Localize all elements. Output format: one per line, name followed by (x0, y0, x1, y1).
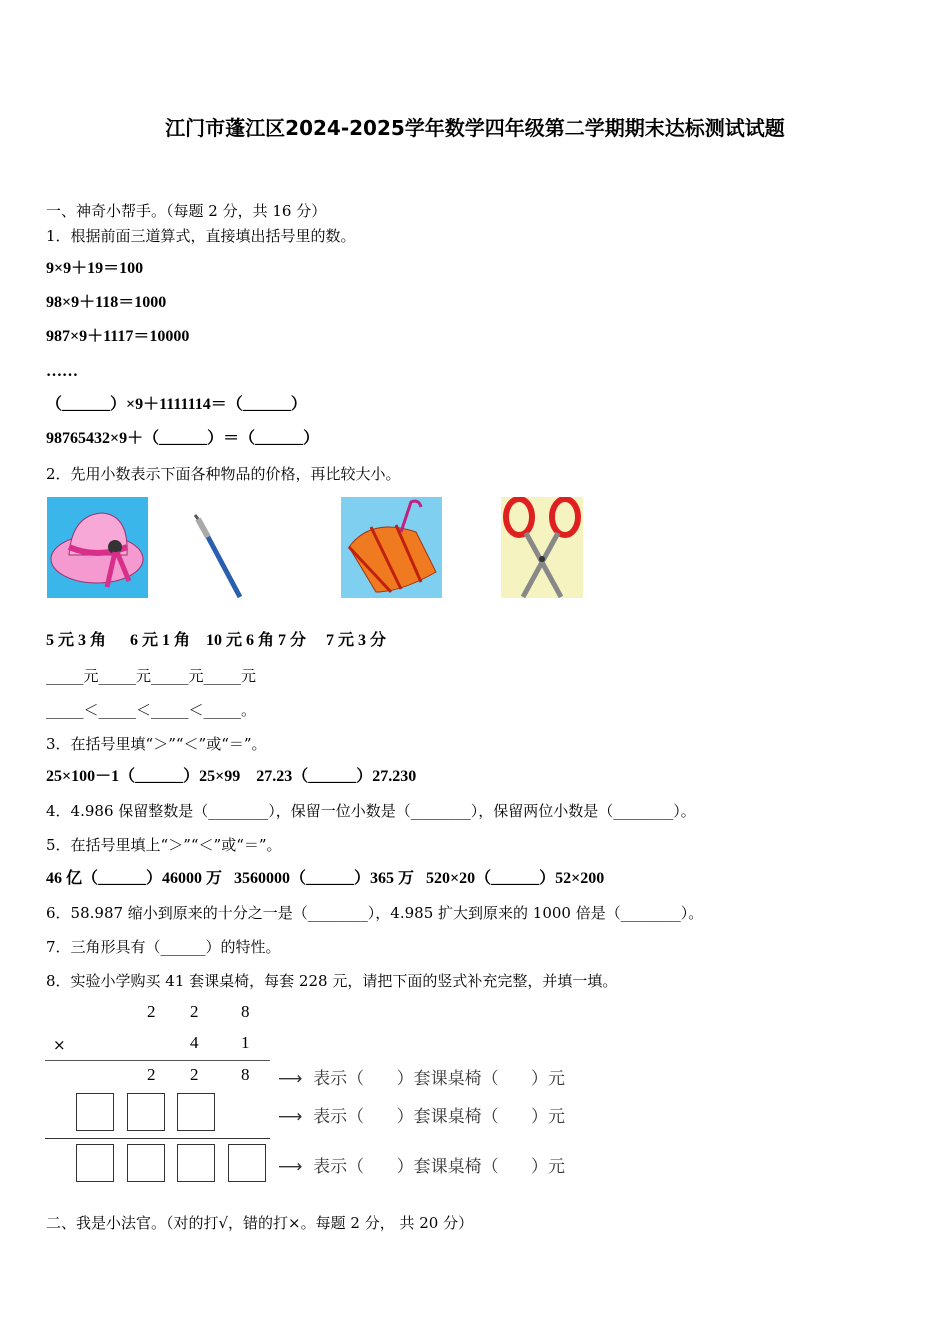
times-sign: × (53, 1036, 66, 1054)
digit: 8 (241, 1065, 250, 1084)
q3-line[interactable]: 25×100－1（______）25×99 27.23（______）27.230 (46, 768, 417, 785)
divider-line (45, 1060, 270, 1061)
section-heading-1: 一、神奇小帮手。（每题 2 分，共 16 分） (46, 202, 327, 220)
scissors-image (501, 497, 583, 598)
answer-box[interactable] (177, 1144, 215, 1182)
digit: 4 (190, 1033, 199, 1052)
q5-line[interactable]: 46 亿（______）46000 万 3560000（______）365 万 520×20（______）52×200 (46, 870, 605, 887)
digit: 2 (190, 1065, 199, 1084)
digit: 1 (241, 1033, 250, 1052)
q1-line: 98765432×9＋（______）＝（______） (46, 430, 320, 447)
question-1-prompt: 1．根据前面三道算式，直接填出括号里的数。 (46, 227, 356, 245)
q1-line: 9×9＋19＝100 (46, 260, 144, 277)
q1-line: 98×9＋118＝1000 (46, 294, 167, 311)
question-8-prompt: 8．实验小学购买 41 套课桌椅，每套 228 元，请把下面的竖式补充完整，并填一填。 (46, 972, 618, 990)
pen-image (190, 497, 250, 598)
q1-line: 987×9＋1117＝10000 (46, 328, 190, 345)
explain-line[interactable]: ⟶ 表示（ ）套课桌椅（ ）元 (278, 1069, 566, 1089)
question-5-prompt: 5．在括号里填上“＞”“＜”或“＝”。 (46, 836, 282, 854)
answer-box[interactable] (127, 1144, 165, 1182)
question-2-prompt: 2．先用小数表示下面各种物品的价格，再比较大小。 (46, 465, 401, 483)
answer-box[interactable] (76, 1144, 114, 1182)
explain-line[interactable]: ⟶ 表示（ ）套课桌椅（ ）元 (278, 1107, 566, 1127)
q2-blanks[interactable]: _____元_____元_____元_____元 (46, 667, 257, 685)
hat-image (47, 497, 148, 598)
digit: 8 (241, 1002, 250, 1021)
q2-compare[interactable]: _____＜_____＜_____＜_____。 (46, 701, 257, 719)
question-6[interactable]: 6．58.987 缩小到原来的十分之一是（________），4.985 扩大到原来的 1000 倍是（________）。 (46, 904, 704, 922)
answer-box[interactable] (127, 1093, 165, 1131)
answer-box[interactable] (76, 1093, 114, 1131)
q1-line: …… (46, 363, 78, 380)
divider-line (45, 1138, 270, 1139)
page-title: 江门市蓬江区2024-2025学年数学四年级第二学期期末达标测试试题 (165, 116, 785, 140)
q2-prices: 5 元 3 角 6 元 1 角 10 元 6 角 7 分 7 元 3 分 (46, 632, 387, 649)
question-3-prompt: 3．在括号里填“＞”“＜”或“＝”。 (46, 735, 267, 753)
question-7[interactable]: 7．三角形具有（______）的特性。 (46, 938, 281, 956)
digit: 2 (190, 1002, 199, 1021)
question-4[interactable]: 4．4.986 保留整数是（________），保留一位小数是（________），保留两位小数是（________）。 (46, 802, 696, 820)
section-heading-2: 二、我是小法官。（对的打√，错的打×。每题 2 分， 共 20 分） (46, 1214, 474, 1232)
answer-box[interactable] (177, 1093, 215, 1131)
digit: 2 (147, 1002, 156, 1021)
umbrella-image (341, 497, 442, 598)
explain-line[interactable]: ⟶ 表示（ ）套课桌椅（ ）元 (278, 1157, 566, 1177)
answer-box[interactable] (228, 1144, 266, 1182)
q1-line: （______）×9＋1111114＝（______） (46, 396, 307, 413)
digit: 2 (147, 1065, 156, 1084)
